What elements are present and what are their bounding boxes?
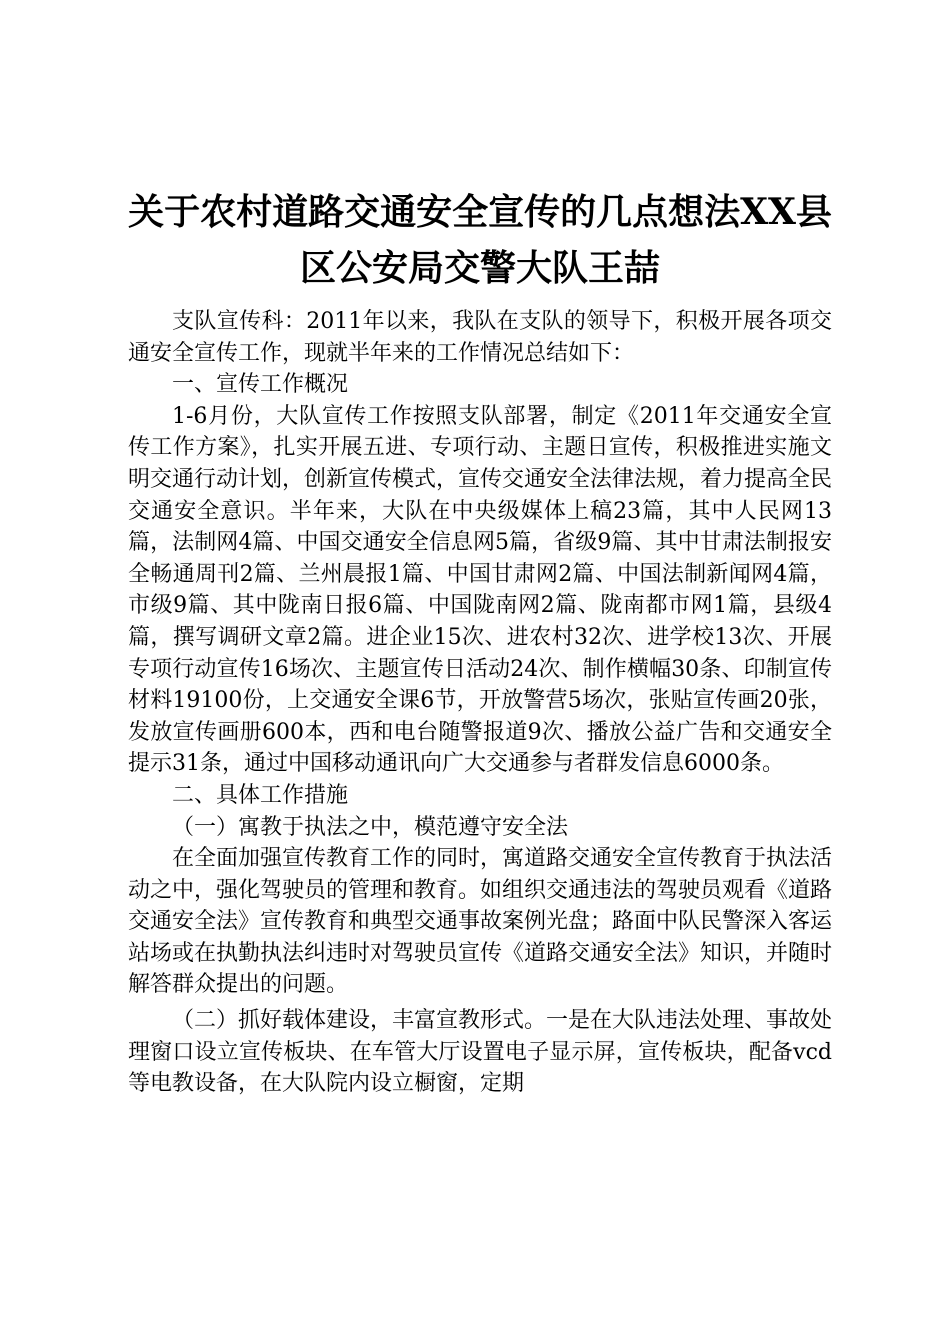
section-1-heading: 一、宣传工作概况 bbox=[172, 372, 349, 398]
subsection-1-heading: （一）寓教于执法之中，模范遵守安全法 bbox=[172, 814, 569, 840]
intro-paragraph: 支队宣传科：2011年以来，我队在支队的领导下，积极开展各项交通安全宣传工作，现就半年来的工作情况总结如下： bbox=[128, 309, 832, 366]
document-title-line-2: 区公安局交警大队王喆 bbox=[299, 247, 660, 289]
document-body bbox=[128, 306, 832, 1100]
subsection-2-paragraph: （二）抓好载体建设，丰富宣教形式。一是在大队违法处理、事故处理窗口设立宣传板块、在车管大厅设置电子显示屏，宣传板块，配备vcd等电教设备，在大队院内设立橱窗，定期 bbox=[128, 1008, 833, 1097]
document-title bbox=[128, 184, 832, 296]
document-page bbox=[128, 184, 832, 1100]
section-2-heading: 二、具体工作措施 bbox=[172, 782, 349, 808]
section-1-paragraph: 1-6月份，大队宣传工作按照支队部署，制定《2011年交通安全宣传工作方案》，扎实开展五进、专项行动、主题日宣传，积极推进实施文明交通行动计划，创新宣传模式，宣传交通安全法律法规，着力提高全民交通安全意识。半年来，大队在中央级媒体上稿23篇，其中人民网13篇，法制网4篇、中国交通安全信息网5篇，省级9篇、其中甘肃法制报安全畅通周刊2篇、兰州晨报1篇、中国甘肃网2篇、中国法制新闻网4篇，市级9篇、其中陇南日报6篇、中国陇南网2篇、陇南都市网1篇，县级4篇，撰写调研文章2篇。进企业15次、进农村32次、进学校13次、开展专项行动宣传16场次、主题宣传日活动24次、制作横幅30条、印制宣传材料19100份，上交通安全课6节，开放警营5场次，张贴宣传画20张，发放宣传画册600本，西和电台随警报道9次、播放公益广告和交通安全提示31条，通过中国移动通讯向广大交通参与者群发信息6000条。 bbox=[128, 403, 833, 777]
document-title-line-1: 关于农村道路交通安全宣传的几点想法XX县 bbox=[128, 191, 832, 233]
subsection-1-paragraph: 在全面加强宣传教育工作的同时，寓道路交通安全宣传教育于执法活动之中，强化驾驶员的管理和教育。如组织交通违法的驾驶员观看《道路交通安全法》宣传教育和典型交通事故案例光盘；路面中队民警深入客运站场或在执勤执法纠违时对驾驶员宣传《道路交通安全法》知识，并随时解答群众提出的问题。 bbox=[128, 846, 833, 998]
